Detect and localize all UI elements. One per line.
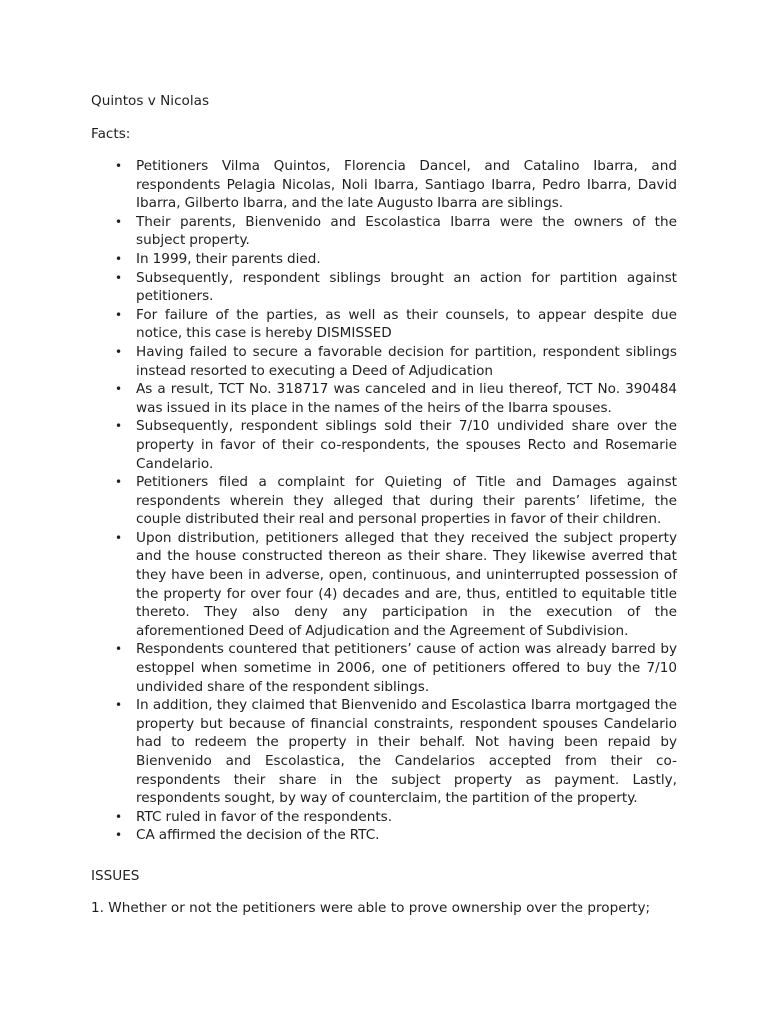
fact-text: Subsequently, respondent siblings sold their 7/10 undivided share over the property in favor of their co-respondents, the spouses Recto and Rosemarie Candelario. — [136, 418, 677, 472]
fact-text: Their parents, Bienvenido and Escolastica Ibarra were the owners of the subject property. — [136, 213, 677, 249]
fact-text: RTC ruled in favor of the respondents. — [136, 808, 393, 825]
facts-heading: Facts: — [91, 126, 131, 142]
fact-item — [91, 529, 677, 641]
fact-item — [91, 808, 677, 827]
fact-item — [91, 250, 677, 269]
bullet-icon: • — [115, 642, 123, 657]
bullet-icon: • — [115, 159, 123, 173]
fact-item — [91, 213, 677, 250]
fact-text: As a result, TCT No. 318717 was canceled and in lieu thereof, TCT No. 390484 was issued in its place in the names of the heirs of the Ibarra spouses. — [136, 381, 677, 416]
fact-item — [91, 269, 677, 306]
fact-text: Respondents countered that petitioners’ cause of action was already barred by estoppel when sometime in 2006, one of petitioners offered to buy the 7/10 undivided share of the respondent siblings. — [136, 641, 677, 695]
bullet-icon: • — [115, 828, 123, 843]
fact-item — [91, 380, 677, 417]
bullet-icon: • — [115, 344, 123, 359]
fact-text: Petitioners Vilma Quintos, Florencia Dancel, and Catalino Ibarra, and respondents Pelagia Nicolas, Noli Ibarra, Santiago Ibarra, Pedro Ibarra, David Ibarra, Gilberto Ibarra, and the late Augusto Ibarra are siblings. — [136, 158, 677, 212]
fact-text: Having failed to secure a favorable decision for partition, respondent siblings instead resorted to executing a Deed of Adjudication — [136, 343, 677, 379]
fact-item — [91, 826, 677, 845]
fact-item — [91, 306, 677, 343]
fact-text: Petitioners filed a complaint for Quieting of Title and Damages against respondents wherein they alleged that during their parents’ lifetime, the couple distributed their real and personal properties in favor of their children. — [136, 474, 677, 528]
bullet-icon: • — [115, 698, 123, 713]
fact-text: Subsequently, respondent siblings brought an action for partition against petitioners. — [136, 269, 677, 305]
bullet-icon: • — [115, 419, 123, 434]
bullet-icon: • — [115, 475, 123, 490]
fact-text: In addition, they claimed that Bienvenido and Escolastica Ibarra mortgaged the property but because of financial constraints, respondent spouses Candelario had to redeem the property in their behalf. Not having been repaid by Bienvenido and Escolastica, the Candelarios accepted from their co-respondents their share in the subject property as payment. Lastly, respondents sought, by way of counterclaim, the partition of the property. — [136, 697, 677, 807]
issues-heading: ISSUES — [91, 868, 140, 884]
bullet-icon: • — [115, 251, 123, 266]
fact-text: In 1999, their parents died. — [136, 250, 321, 267]
fact-item — [91, 157, 677, 213]
fact-text: Upon distribution, petitioners alleged that they received the subject property and the house constructed thereon as their share. They likewise averred that they have been in adverse, open, continuous, and uninterrupted possession of the property for over four (4) decades and are, thus, entitled to equitable title thereto. They also deny any participation in the execution of the aforementioned Deed of Adjudication and the Agreement of Subdivision. — [136, 529, 677, 639]
bullet-icon: • — [115, 307, 123, 322]
fact-text: CA affirmed the decision of the RTC. — [136, 827, 380, 844]
fact-item — [91, 473, 677, 529]
facts-list — [91, 157, 677, 845]
bullet-icon: • — [115, 270, 123, 285]
fact-text: For failure of the parties, as well as their counsels, to appear despite due notice, this case is hereby DISMISSED — [136, 306, 677, 342]
fact-item — [91, 343, 677, 380]
fact-item — [91, 417, 677, 473]
fact-item — [91, 640, 677, 696]
fact-item — [91, 696, 677, 808]
bullet-icon: • — [115, 809, 123, 824]
document-title: Quintos v Nicolas — [91, 93, 210, 109]
bullet-icon: • — [115, 382, 123, 397]
bullet-icon: • — [115, 214, 123, 229]
issue-item: 1. Whether or not the petitioners were able to prove ownership over the property; — [91, 900, 651, 916]
bullet-icon: • — [115, 530, 123, 545]
